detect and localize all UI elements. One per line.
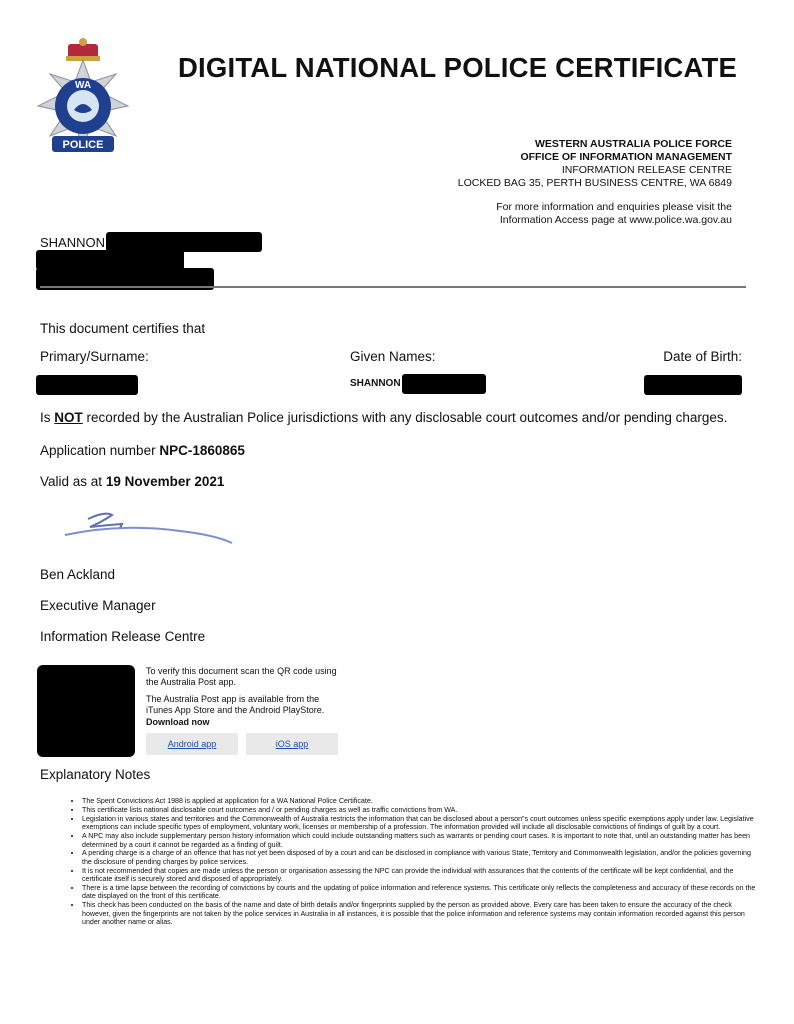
record-statement: [40, 410, 727, 425]
svg-text:POLICE: POLICE: [62, 139, 104, 151]
issuer-line-3: INFORMATION RELEASE CENTRE: [561, 164, 732, 176]
note-item: • A pending charge is a charge of an offence that has not yet been disposed of by a court and can be disclosed in compliance with various State, Territory and Commonwealth legislation, and/or the policies governing the disclosure of pending charges by police services.: [82, 849, 758, 866]
enquiry-line-1: For more information and enquiries please visit the: [496, 201, 732, 213]
signatory-name: Ben Ackland: [40, 567, 116, 582]
qr-code: [37, 665, 135, 757]
notes-heading: Explanatory Notes: [40, 767, 151, 782]
verify-instructions: [146, 666, 346, 722]
enquiry-line-2: Information Access page at www.police.wa.gov.au: [499, 214, 732, 226]
verify-line-2: The Australia Post app is available from the iTunes App Store and the Android PlayStore.: [146, 694, 325, 715]
issuer-line-1: WESTERN AUSTRALIA POLICE FORCE: [535, 138, 732, 150]
statement-not: NOT: [54, 410, 83, 425]
statement-prefix: Is: [40, 410, 51, 425]
wa-police-crest-icon: [28, 32, 138, 162]
dob-label: Date of Birth:: [663, 349, 742, 364]
note-item: • It is not recommended that copies are made unless the person or organisation assessing the NPC can provide the individual with assurances that the contents of the certificate will be kept confidential, and the certificate itself is securely stored and disposed of appropriately.: [82, 867, 758, 884]
note-item: • This certificate lists national disclosable court outcomes and / or pending charges as well as traffic convictions from WA.: [82, 806, 758, 814]
application-label: Application number: [40, 443, 156, 458]
given-names-value: SHANNON: [350, 378, 401, 389]
note-item: • The Spent Convictions Act 1988 is applied at application for a WA National Police Certificate.: [82, 797, 758, 805]
redaction-block: [644, 375, 742, 395]
note-item: • This check has been conducted on the basis of the name and date of birth details and/or fingerprints supplied by the person as provided above. Every care has been taken to ensure the accuracy of the check however, given the fingerprints are not taken by the police services in Australia in all instances, it is possible that the police information and reference systems may contain information recorded against this person under another name or alias.: [82, 901, 758, 926]
note-item: • Legislation in various states and territories and the Commonwealth of Australia restricts the information that can be disclosed about a person"s court outcomes unless specific exemptions apply under law. Legislative exemptions can include specific types of employment, voluntary work, licenses or membership of a profession. The information provided will include all disclosable convictions of findings of guilt by a court.: [82, 815, 758, 832]
verify-line-1: To verify this document scan the QR code using the Australia Post app.: [146, 666, 337, 687]
redaction-block: [402, 374, 486, 394]
signatory-unit: Information Release Centre: [40, 629, 206, 644]
application-value: NPC-1860865: [159, 443, 245, 458]
note-item: • There is a time lapse between the recording of convictions by courts and the updating of police information and reference systems. This certificate only reflects the completeness and accuracy of these records on the date displayed on the front of this certificate.: [82, 884, 758, 901]
signatory-title: Executive Manager: [40, 598, 156, 613]
valid-date: [40, 474, 224, 489]
redaction-block: [36, 375, 138, 395]
statement-rest: recorded by the Australian Police jurisdictions with any disclosable court outcomes and/or pending charges.: [86, 410, 728, 425]
surname-label: Primary/Surname:: [40, 349, 149, 364]
document-title: DIGITAL NATIONAL POLICE CERTIFICATE: [178, 52, 738, 83]
note-item: • A NPC may also include supplementary person history information which could include outstanding matters such as warrants or pending court cases. It is important to note that, until an outstanding matter has been determined by a court it cannot be regarded as a finding of guilt.: [82, 832, 758, 849]
issuer-address: [458, 138, 732, 190]
download-now-label: Download now: [146, 717, 210, 727]
svg-text:WA: WA: [74, 80, 92, 91]
valid-label: Valid as at: [40, 474, 103, 489]
redaction-block: [106, 232, 262, 252]
signature: [60, 505, 250, 550]
recipient-name: SHANNON: [40, 235, 106, 250]
android-app-button[interactable]: Android app: [146, 733, 238, 755]
given-names-label: Given Names:: [350, 349, 436, 364]
enquiry-note: [496, 201, 732, 227]
valid-value: 19 November 2021: [105, 474, 225, 489]
issuer-line-4: LOCKED BAG 35, PERTH BUSINESS CENTRE, WA 6849: [457, 177, 732, 189]
application-number: [40, 443, 245, 458]
certifies-text: This document certifies that: [40, 321, 206, 336]
issuer-line-2: OFFICE OF INFORMATION MANAGEMENT: [520, 151, 732, 163]
notes-list: [70, 797, 758, 927]
wa-police-logo: [28, 32, 138, 162]
divider-line: [40, 286, 746, 288]
redaction-block: [36, 250, 184, 270]
ios-app-button[interactable]: iOS app: [246, 733, 338, 755]
